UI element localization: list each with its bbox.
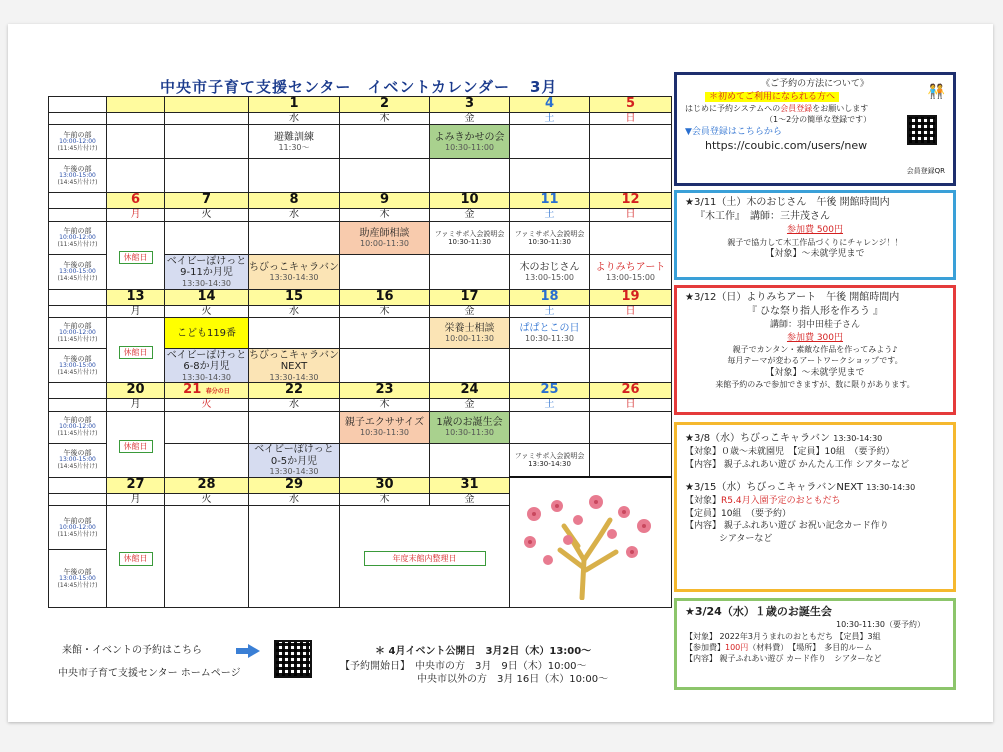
reserve-outside-row: 中央市以外の方 3月 16日（木）10:00～ (417, 674, 609, 685)
cell-empty (510, 349, 590, 383)
first-time-note: ＊初めてご利用になられる方へ (705, 92, 839, 102)
weekday: 水 (249, 209, 340, 222)
weekday: 日 (590, 305, 672, 318)
birthday-time: 10:30-11:30（要予約） (836, 620, 925, 630)
event-baby-pocket[interactable]: ベイビーぽけっと 0-5か月児 13:30-14:30 (249, 443, 340, 477)
weekday: 土 (510, 209, 590, 222)
closed-badge: 休館日 (119, 440, 153, 453)
closed-end-cell (340, 506, 510, 608)
day-number: 15 (249, 289, 340, 305)
cell-empty (590, 125, 672, 159)
event-yorimichi-art[interactable]: よりみちアート 13:00-15:00 (590, 254, 672, 289)
wood-craft-desc: 親子で協力して木工作品づくりにチャレンジ！！ (727, 237, 903, 247)
closed-badge: 休館日 (119, 346, 153, 359)
cell-empty (340, 254, 430, 289)
weekday: 月 (107, 305, 165, 318)
event-kodomo-119[interactable]: こども119番 (165, 318, 249, 349)
art-fee: 参加費 300円 (786, 332, 844, 343)
cell-empty (590, 159, 672, 193)
corner-cell (49, 493, 107, 506)
wood-craft-target: 【対象】～未就学児まで (765, 248, 865, 259)
day-number: 30 (340, 477, 430, 493)
pm-slot-label: 午後の部 13:00-15:00 (14:45片付け) (49, 550, 107, 608)
weekday: 土 (510, 399, 590, 412)
cell-empty (590, 318, 672, 349)
corner-cell (49, 305, 107, 318)
weekday: 日 (590, 209, 672, 222)
closed-badge: 休館日 (119, 251, 153, 264)
caravan-content: 【内容】 親子ふれあい遊び かんたん工作 シアターなど (685, 459, 909, 470)
cell-empty (165, 125, 249, 159)
day-number: 19 (590, 289, 672, 305)
caravan-next-capacity: 【定員】10組 （要予約） (685, 508, 791, 519)
cell-empty (590, 221, 672, 254)
weekday: 金 (430, 399, 510, 412)
event-chibikko-caravan-next[interactable]: ちびっこキャラバン NEXT 13:30-14:30 (249, 349, 339, 382)
day-number: 23 (340, 383, 430, 399)
art-target: 【対象】～未就学児まで (765, 367, 865, 378)
weekday: 木 (340, 493, 430, 506)
weekday: 火 (165, 493, 249, 506)
day-number: 28 (165, 477, 249, 493)
cell-empty (107, 125, 165, 159)
event-midwife-consult[interactable]: 助産師相談 10:00-11:30 (340, 221, 430, 254)
cell-empty (165, 159, 249, 193)
weekday: 金 (430, 305, 510, 318)
art-desc-1: 親子でカンタン・素敵な作品を作ってみよう♪ (732, 345, 898, 355)
plum-tree-illustration (512, 490, 660, 600)
cell-empty (430, 443, 510, 477)
event-storytime[interactable]: よみきかせの会 10:30-11:00 (430, 125, 510, 159)
register-qr-code[interactable] (907, 115, 937, 150)
day-number: 12 (590, 193, 672, 209)
cell-empty (249, 159, 340, 193)
family-icon: 🧑‍🤝‍🧑 (927, 84, 943, 100)
wood-craft-fee: 参加費 500円 (786, 225, 844, 235)
birthday-content: 【内容】 親子ふれあい遊び カード作り シアターなど (685, 653, 882, 663)
weekday: 火 (165, 305, 249, 318)
cell-empty (249, 221, 340, 254)
cell-empty (165, 411, 249, 443)
homepage-text: 中央市子育て支援センター ホームページ (58, 668, 241, 679)
register-url[interactable]: https://coubic.com/users/new (705, 139, 868, 153)
caravan-next-heading: ★3/15（水）ちびっこキャラバンNEXT (685, 482, 864, 494)
closed-cell (107, 411, 165, 477)
day-number: 14 (165, 289, 249, 305)
weekday: 水 (249, 399, 340, 412)
year-end-closed-badge: 年度末館内整理日 (364, 551, 486, 566)
weekday: 水 (249, 305, 340, 318)
am-slot-label: 午前の部 10:00-12:00 (11:45片付け) (49, 411, 107, 443)
pm-slot-label: 午後の部 13:00-15:00 (14:45片付け) (49, 349, 107, 383)
cell-empty (340, 443, 430, 477)
day-number: 20 (107, 383, 165, 399)
cell-empty (249, 506, 340, 608)
weekday: 日 (590, 112, 672, 125)
caravan-info-box: ★3/8（水）ちびっこキャラバン 13:30-14:30 【対象】０歳～未就園児 【定員】10組 （要予約） 【内容】 親子ふれあい遊び かんたん工作 シアターなど ★3/15（水）ちびっこキャラバンNEXT 13:30-14:30 【対象】R5.4月入園予定のおともだち 【定員】10組 （要予約） 【内容】 親子ふれあい遊び お祝い記念カード作り シアターなど (674, 422, 956, 592)
event-wood-uncle[interactable]: 木のおじさん 13:00-15:00 (510, 254, 590, 289)
weekday: 土 (510, 112, 590, 125)
art-heading: ★3/12（日）よりみちアート 午後 開館時間内 (685, 292, 900, 303)
weekday: 木 (340, 112, 430, 125)
cell-empty (510, 159, 590, 193)
caravan-next-target: R5.4月入園予定のおともだち (721, 496, 841, 507)
wood-uncle-info-box (674, 190, 956, 280)
birthday-fee: 100円 (725, 642, 749, 652)
corner-cell (49, 112, 107, 125)
art-note: 来館予約のみで参加できますが、数に限りがあります。 (715, 380, 915, 390)
day-number: 7 (165, 193, 249, 209)
caravan-heading: ★3/8（水）ちびっこキャラバン (685, 433, 831, 444)
publish-date: ＊ 4月イベント公開日 3月2日（木）13:00～ (375, 646, 592, 657)
weekday: 木 (340, 305, 430, 318)
cell-empty (430, 159, 510, 193)
corner-cell (49, 383, 107, 399)
birthday-info-box: ★3/24（水）１歳のお誕生会 10:30-11:30（要予約） 【対象】 2022年3月うまれのおともだち 【定員】3組 【参加費】100円（材料費） 【場所】 多目的ルーム 【内容】 親子ふれあい遊び カード作り シアターなど (674, 598, 956, 690)
weekday: 金 (430, 493, 510, 506)
registration-note: （1～2分の簡単な登録です） (765, 115, 872, 125)
event-famisapo-briefing[interactable]: ファミサポ入会説明会 10:30-11:30 (430, 221, 510, 254)
day-number: 13 (107, 289, 165, 305)
weekday: 月 (107, 493, 165, 506)
weekday: 日 (590, 399, 672, 412)
event-evacuation-drill[interactable]: 避難訓練 11:30～ (249, 125, 340, 159)
corner-cell (49, 209, 107, 222)
closed-badge: 休館日 (119, 552, 153, 565)
cell-empty (590, 443, 672, 477)
day-number-holiday: 21 春分の日 (165, 383, 249, 399)
am-slot-label: 午前の部 10:00-12:00 (11:45片付け) (49, 125, 107, 159)
cell-empty (107, 159, 165, 193)
birthday-target: 【対象】 2022年3月うまれのおともだち 【定員】3組 (685, 631, 881, 641)
weekday: 木 (340, 399, 430, 412)
event-nutritionist-consult[interactable]: 栄養士相談 10:00-11:30 (430, 318, 510, 349)
art-desc-2: 毎月テーマが変わるアートワークショップです。 (727, 356, 903, 366)
day-blank (107, 97, 165, 113)
weekday-blank (165, 112, 249, 125)
event-parent-exercise[interactable]: 親子エクササイズ 10:30-11:30 (340, 411, 430, 443)
weekday: 火 (165, 209, 249, 222)
pm-slot-label: 午後の部 13:00-15:00 (14:45片付け) (49, 254, 107, 289)
weekday: 月 (107, 209, 165, 222)
weekday: 土 (510, 305, 590, 318)
weekday: 金 (430, 112, 510, 125)
corner-cell (49, 193, 107, 209)
event-baby-pocket[interactable]: ベイビーぽけっと 6-8か月児 13:30-14:30 (165, 349, 249, 383)
arrow-right-icon (236, 644, 260, 658)
am-slot-label: 午前の部 10:00-12:00 (11:45片付け) (49, 318, 107, 349)
event-first-birthday[interactable]: 1歳のお誕生会 10:30-11:30 (430, 411, 510, 443)
cell-empty (249, 318, 340, 349)
day-number: 3 (430, 97, 510, 113)
closed-cell (107, 506, 165, 608)
day-number: 29 (249, 477, 340, 493)
day-number: 8 (249, 193, 340, 209)
caravan-target: 【対象】０歳～未就園児 【定員】10組 （要予約） (685, 447, 895, 457)
day-number: 22 (249, 383, 340, 399)
weekday: 火 (165, 399, 249, 412)
day-number: 24 (430, 383, 510, 399)
corner-cell (49, 97, 107, 113)
cell-empty (165, 506, 249, 608)
day-blank (165, 97, 249, 113)
homepage-qr-code[interactable] (274, 640, 312, 681)
cell-empty (340, 349, 430, 383)
event-famisapo-briefing[interactable]: ファミサポ入会説明会 10:30-11:30 (510, 221, 590, 254)
day-number: 26 (590, 383, 672, 399)
calendar-title (160, 76, 557, 97)
pm-slot-label: 午後の部 13:00-15:00 (14:45片付け) (49, 159, 107, 193)
day-number: 2 (340, 97, 430, 113)
wood-uncle-heading: ★3/11（土）木のおじさん 午後 開館時間内 (685, 197, 890, 208)
day-number: 31 (430, 477, 510, 493)
day-number: 25 (510, 383, 590, 399)
weekday: 水 (249, 493, 340, 506)
reservation-info-box: 《ご予約の方法について》 🧑‍🤝‍🧑 ＊初めてご利用になられる方へ はじめに予約システムへの会員登録をお願いします （1～2分の簡単な登録です） ▼会員登録はこちらから https://coubic.com/users/new 会員登録QR (674, 72, 956, 186)
corner-cell (49, 289, 107, 305)
cell-empty (430, 349, 510, 383)
cell-empty (340, 125, 430, 159)
cell-empty (249, 411, 340, 443)
cell-empty (340, 318, 430, 349)
caravan-next-content-2: シアターなど (719, 533, 773, 544)
reserve-start-row: 【予約開始日】 中央市の方 3月 9日（木）10:00～ (340, 661, 587, 672)
event-famisapo-briefing[interactable]: ファミサポ入会説明会 13:30-14:30 (510, 443, 590, 477)
register-link-label: ▼会員登録はこちらから (685, 126, 782, 137)
day-number: 9 (340, 193, 430, 209)
yorimichi-art-info-box (674, 285, 956, 415)
title-text: 中央市子育て支援センター イベントカレンダー (160, 78, 510, 96)
day-number: 6 (107, 193, 165, 209)
closed-cell (107, 318, 165, 383)
event-baby-pocket[interactable]: ベイビーぽけっと 9-11か月児 13:30-14:30 (165, 254, 249, 289)
art-title: 『 ひな祭り指人形を作ろう 』 (746, 306, 884, 317)
day-number: 5 (590, 97, 672, 113)
weekday: 木 (340, 209, 430, 222)
birthday-heading: ★3/24（水）１歳のお誕生会 (685, 605, 832, 618)
cell-empty (340, 159, 430, 193)
day-number: 27 (107, 477, 165, 493)
pm-slot-label: 午後の部 13:00-15:00 (14:45片付け) (49, 443, 107, 477)
event-chibikko-caravan[interactable]: ちびっこキャラバン 13:30-14:30 (249, 254, 340, 289)
corner-cell (49, 399, 107, 412)
reserve-here-text: 来館・イベントの予約はこちら (62, 645, 202, 656)
cell-empty (590, 349, 672, 383)
cell-empty (510, 411, 590, 443)
month-text: 3月 (529, 78, 558, 96)
wood-craft-title: 『木工作』 講師：三井茂さん (695, 211, 830, 222)
day-number: 17 (430, 289, 510, 305)
cell-empty (165, 221, 249, 254)
day-number: 4 (510, 97, 590, 113)
weekday-blank (107, 112, 165, 125)
day-number: 11 (510, 193, 590, 209)
weekday: 水 (249, 112, 340, 125)
event-papa-day[interactable]: ぱぱとこの日 10:30-11:30 (510, 318, 590, 349)
reservation-title: 《ご予約の方法について》 (761, 79, 869, 89)
qr-label: 会員登録QR (906, 167, 945, 176)
day-number: 16 (340, 289, 430, 305)
cell-empty (590, 411, 672, 443)
day-number: 10 (430, 193, 510, 209)
corner-cell (49, 477, 107, 493)
art-teacher: 講師：羽中田桂子さん (769, 320, 860, 330)
am-slot-label: 午前の部 10:00-12:00 (11:45片付け) (49, 506, 107, 550)
day-number: 1 (249, 97, 340, 113)
caravan-next-content: 【内容】 親子ふれあい遊び お祝い記念カード作り (685, 521, 889, 532)
cell-empty (430, 254, 510, 289)
cell-empty (510, 125, 590, 159)
closed-cell (107, 221, 165, 289)
weekday: 金 (430, 209, 510, 222)
am-slot-label: 午前の部 10:00-12:00 (11:45片付け) (49, 221, 107, 254)
cell-empty (165, 443, 249, 477)
weekday: 月 (107, 399, 165, 412)
day-number: 18 (510, 289, 590, 305)
